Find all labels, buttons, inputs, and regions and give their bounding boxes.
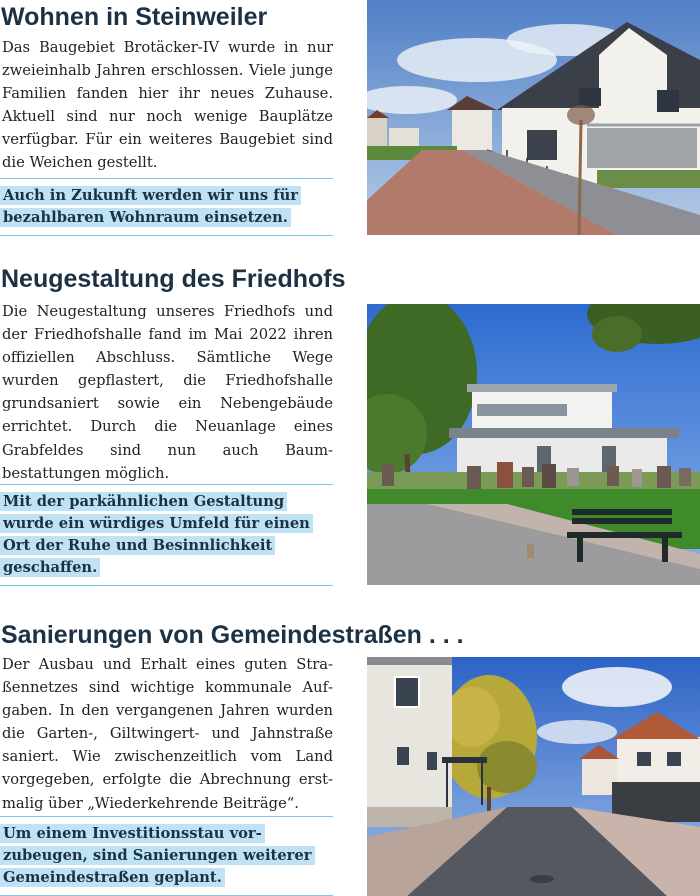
section-body-roads: Der Ausbau und Erhalt eines guten Straßennetzes sind wichtige kommunale Aufgaben. In den vergangenen Jahren wurden die Garten-, Giltwingert- und Jahnstraße saniert. Wie zwischenzeitlich vom Land vorgegeben, erfolgte die Abrechnung erstmalig über „Wiederkehrende Beiträge“. <box>2 656 333 812</box>
section-title-roads: Sanierungen von Gemeindestraßen . . . <box>1 621 464 649</box>
callout-cemetery <box>0 484 333 586</box>
section-body-housing: Das Baugebiet Brotäcker-IV wurde in nur zweieinhalb Jahren erschlossen. Viele junge Familien fanden hier ihr neues Zuhause. Aktuell sind nur noch wenige Bauplätze verfügbar. Für ein weiteres Baugebiet sind die Weichen gestellt. <box>2 39 333 172</box>
callout-text-roads: Um einem Investitionsstau vorzubeugen, sind Sanierungen weiterer Gemeindestraßen geplant. <box>0 824 315 887</box>
callout-roads <box>0 816 333 896</box>
callout-text-housing: Auch in Zukunft werden wir uns für bezahlbaren Wohnraum einsetzen. <box>0 186 301 227</box>
photo-cemetery <box>367 304 700 585</box>
photo-new-houses <box>367 0 700 235</box>
section-title-housing: Wohnen in Steinweiler <box>1 3 268 31</box>
section-body-cemetery: Die Neugestaltung unseres Friedhofs und der Friedhofshalle fand im Mai 2022 ihren offiziellen Abschluss. Sämtliche Wege wurden gepflastert, die Friedhofshalle grundsaniert sowie ein Nebengebäude errichtet. Durch die Neuanlage eines Grabfeldes sind nun auch Baumbestattungen möglich. <box>2 303 333 482</box>
section-title-cemetery: Neugestaltung des Friedhofs <box>1 265 346 293</box>
photo-renovated-street <box>367 657 700 896</box>
callout-text-cemetery: Mit der parkähnlichen Gestaltung wurde ein würdiges Umfeld für einen Ort der Ruhe und Besinnlichkeit geschaffen. <box>0 492 313 577</box>
callout-housing <box>0 178 333 236</box>
